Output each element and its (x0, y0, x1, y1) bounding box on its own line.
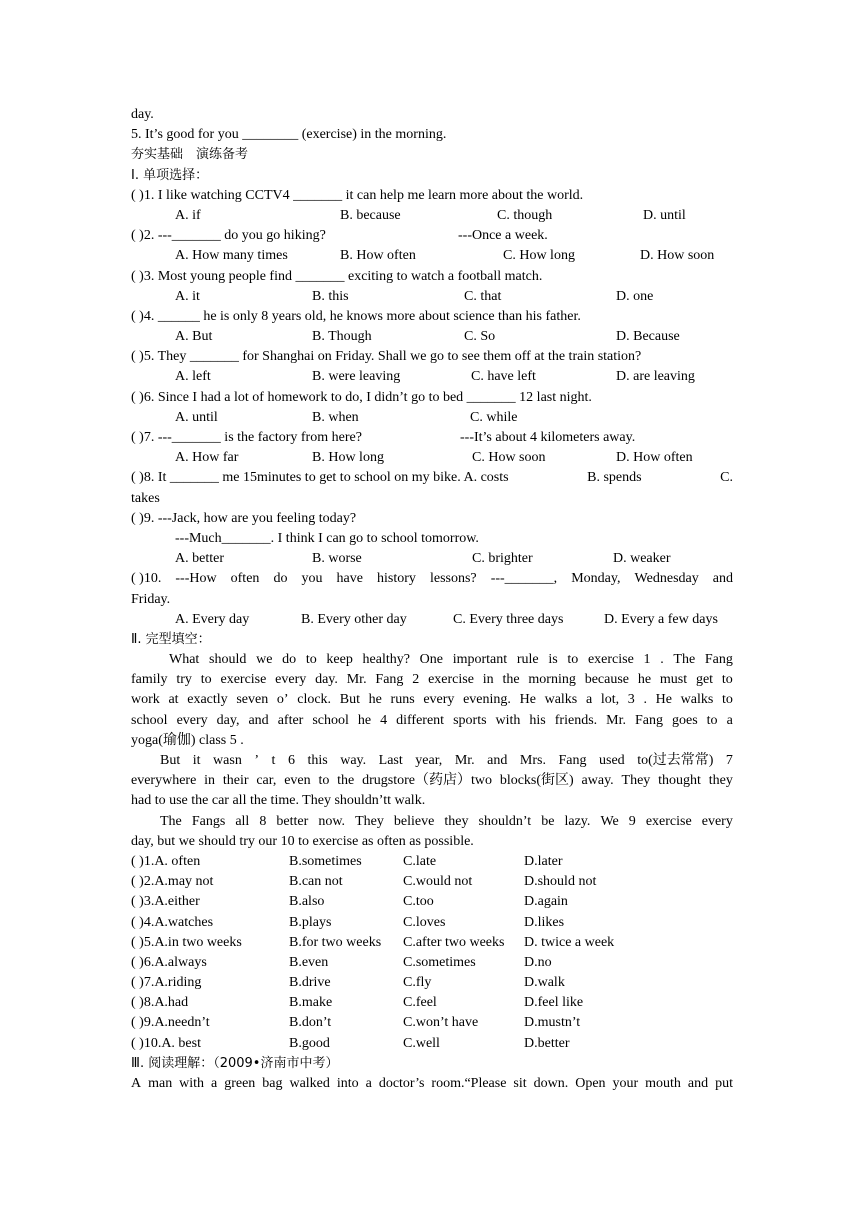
passage-line (131, 711, 733, 731)
option-c: C. Every three days (453, 611, 564, 627)
word: do (273, 571, 288, 587)
cloze-option-d: D.walk (524, 975, 565, 991)
word: a (726, 712, 733, 728)
option-c: C. (720, 470, 733, 486)
word: his (529, 712, 546, 728)
option-c: C. How long (503, 248, 575, 264)
word: But (339, 692, 360, 708)
option-d: D. How often (616, 450, 693, 466)
question-2-options (131, 246, 733, 266)
cloze-option-num: ( )1.A. often (131, 853, 201, 869)
word: friends. (554, 712, 598, 728)
cloze-option-row (131, 953, 733, 973)
passage-line (131, 690, 733, 710)
question-8-text: ( )8. It _______ me 15minutes to get to school on my bike. A. costs (131, 470, 509, 486)
cloze-option-num: ( )8.A.had (131, 995, 189, 1011)
question-4-options (131, 327, 733, 347)
option-b: B. Though (312, 329, 372, 345)
word: keep (326, 652, 353, 668)
cloze-option-row (131, 933, 733, 953)
word: to(过去常常) (637, 753, 714, 768)
word: 2 (412, 672, 420, 688)
word: mouth (645, 1076, 681, 1091)
word: the (337, 773, 355, 789)
word: lessons? (429, 571, 477, 587)
word: to (721, 692, 733, 708)
intro-line-1: day. (131, 107, 154, 122)
cloze-options-list (131, 852, 733, 1054)
word: Open (575, 1076, 606, 1091)
word: Last (378, 753, 403, 768)
word: every (176, 712, 208, 728)
cloze-option-c: C.late (403, 853, 437, 869)
word: Fang (635, 712, 663, 728)
word: day. (315, 672, 338, 688)
cloze-option-row (131, 1034, 733, 1054)
option-a: A. it (175, 288, 200, 304)
word: evening. (463, 692, 511, 708)
word: sports (453, 712, 487, 728)
part3-title: Ⅲ. 阅读理解：（2009•济南市中考） (131, 1055, 339, 1071)
option-b: B. worse (312, 551, 362, 567)
cloze-option-row (131, 892, 733, 912)
word: drugstore（药店）two (362, 773, 492, 789)
option-c: C. So (464, 329, 496, 345)
word: walks (544, 692, 578, 708)
word: a (585, 692, 593, 708)
word: into (336, 1076, 359, 1091)
question-7-options (131, 448, 733, 468)
word: lazy. (564, 813, 591, 829)
cloze-option-d: D.later (524, 853, 563, 869)
word: green (224, 1076, 256, 1091)
question-1-stem: ( )1. I like watching CCTV4 _______ it can help me learn more about the world. (131, 187, 584, 203)
cloze-option-b: B.can not (289, 874, 343, 890)
question-2-answer: ---Once a week. (458, 228, 548, 244)
cloze-option-row (131, 973, 733, 993)
cloze-option-b: B.for two weeks (289, 934, 382, 950)
word: in (482, 672, 494, 688)
option-a: A. better (175, 551, 224, 567)
cloze-option-b: B.even (289, 954, 329, 970)
word: away. (581, 773, 614, 789)
cloze-option-c: C.won’t have (403, 1015, 479, 1031)
word: exercise (220, 672, 267, 688)
word: He (655, 692, 672, 708)
word: The (673, 652, 696, 668)
cloze-option-d: D.better (524, 1035, 570, 1051)
cloze-option-row (131, 872, 733, 892)
option-b: B. How long (312, 450, 384, 466)
cloze-option-b: B.don’t (289, 1015, 332, 1031)
word: Fangs (191, 813, 226, 829)
cloze-option-num: ( )5.A.in two weeks (131, 934, 242, 950)
word: exercise (587, 652, 634, 668)
cloze-option-c: C.too (403, 894, 434, 910)
word: believe (393, 813, 435, 829)
question-9-stem-2: ---Much_______. I think I can go to school tomorrow. (175, 530, 479, 546)
option-d: D. Because (616, 329, 680, 345)
question-3-options (131, 287, 733, 307)
word: you (301, 571, 323, 587)
word: thought (658, 773, 701, 789)
word: They (621, 773, 651, 789)
cloze-option-num: ( )10.A. best (131, 1035, 201, 1051)
option-b: B. How often (340, 248, 416, 264)
cloze-option-num: ( )9.A.needn’t (131, 1015, 210, 1031)
word: walks (680, 692, 714, 708)
passage-line (131, 751, 733, 771)
word: have (336, 571, 363, 587)
word: different (396, 712, 445, 728)
option-d: D. Every a few days (604, 611, 718, 627)
word: 1 (643, 652, 651, 668)
cloze-option-c: C.well (403, 1035, 440, 1051)
question-9-stem: ( )9. ---Jack, how are you feeling today? (131, 510, 357, 526)
cloze-option-b: B.also (289, 894, 325, 910)
option-a: A. if (175, 207, 201, 223)
word: lot, (600, 692, 620, 708)
cloze-option-d: D.again (524, 894, 568, 910)
cloze-option-b: B.sometimes (289, 853, 362, 869)
cloze-option-row (131, 852, 733, 872)
word: down. (533, 1076, 569, 1091)
cloze-option-row (131, 913, 733, 933)
cloze-option-d: D. twice a week (524, 934, 615, 950)
option-c: C. while (470, 409, 518, 425)
word: we (256, 652, 273, 668)
question-5-options (131, 367, 733, 387)
question-4-stem: ( )4. ______ he is only 8 years old, he knows more about science than his father. (131, 308, 581, 324)
option-d: D. are leaving (616, 369, 695, 385)
question-1-options (131, 206, 733, 226)
word: Wednesday (634, 571, 699, 587)
word: their (222, 773, 249, 789)
option-a: A. But (175, 329, 213, 345)
word: he (368, 692, 382, 708)
word: Mr. (346, 672, 367, 688)
word: this (307, 753, 328, 768)
word: ’ (254, 753, 260, 768)
word: car, (256, 773, 277, 789)
option-b: B. when (312, 409, 359, 425)
option-a: A. until (175, 409, 218, 425)
word: and (248, 712, 269, 728)
word: year, (415, 753, 443, 768)
word: ( )10. (131, 571, 162, 587)
question-7-question: ( )7. ---_______ is the factory from here? (131, 430, 362, 445)
option-c: C. though (497, 207, 553, 223)
cloze-option-b: B.drive (289, 975, 331, 991)
word: ---How (175, 571, 217, 587)
option-a: A. How many times (175, 248, 288, 264)
cloze-option-b: B.plays (289, 914, 332, 930)
option-d: D. until (643, 207, 686, 223)
word: he (357, 712, 372, 728)
word: now. (318, 813, 346, 829)
question-2-stem (131, 226, 733, 246)
option-c: C. that (464, 288, 502, 304)
word: But (160, 753, 181, 768)
word: every (423, 692, 455, 708)
option-b: B. were leaving (312, 369, 401, 385)
option-c: C. How soon (472, 450, 546, 466)
option-a: A. left (175, 369, 211, 385)
word: better (276, 813, 309, 829)
cloze-option-c: C.feel (403, 995, 437, 1011)
word: because (584, 672, 629, 688)
question-10-stem (131, 569, 733, 589)
question-10-continued: Friday. (131, 591, 171, 607)
cloze-option-num: ( )2.A.may not (131, 874, 214, 890)
word: get (695, 672, 714, 688)
word: should (209, 652, 247, 668)
word: every (701, 813, 733, 829)
word: the (502, 672, 520, 688)
cloze-option-d: D.no (524, 954, 552, 970)
option-d: D. How soon (640, 248, 715, 264)
cloze-option-c: C.would not (403, 874, 473, 890)
intro-line-2: 5. It’s good for you ________ (exercise) in the morning. (131, 127, 447, 143)
word: try (176, 672, 192, 688)
word: . (643, 692, 647, 708)
word: work (131, 692, 160, 708)
word: family (131, 672, 168, 688)
question-2-question: ( )2. ---_______ do you go hiking? (131, 228, 326, 244)
word: Mr. (454, 753, 475, 768)
reading-first-line (131, 1074, 733, 1094)
word: important (452, 652, 508, 668)
word: to (567, 652, 579, 668)
word: to (721, 672, 733, 688)
word: Fang (375, 672, 404, 688)
option-b: B. because (340, 207, 401, 223)
word: They (355, 813, 384, 829)
word: to (200, 672, 212, 688)
word: . (660, 652, 664, 668)
word: a (365, 1076, 372, 1091)
word: to (318, 773, 330, 789)
word: Mrs. (519, 753, 546, 768)
word: all (235, 813, 250, 829)
word: everywhere (131, 773, 197, 789)
word: man (148, 1076, 173, 1091)
cloze-option-num: ( )7.A.riding (131, 975, 202, 991)
question-7-answer: ---It’s about 4 kilometers away. (460, 430, 636, 445)
cloze-option-b: B.good (289, 1035, 330, 1051)
option-a: A. How far (175, 450, 239, 466)
word: they (444, 813, 469, 829)
word: shouldn’t (478, 813, 532, 829)
cloze-option-d: D.should not (524, 874, 597, 890)
word: every (275, 672, 307, 688)
word: at (168, 692, 179, 708)
cloze-option-c: C.loves (403, 914, 446, 930)
word: do (282, 652, 297, 668)
word: rule (516, 652, 539, 668)
word: exercise (428, 672, 474, 688)
word: The (160, 813, 182, 829)
word: o’ (276, 692, 289, 708)
option-c: C. have left (471, 369, 536, 385)
part1-title: I. 单项选择： (131, 167, 209, 183)
word: day, (216, 712, 240, 728)
word: and (687, 1076, 709, 1091)
word: What (169, 652, 200, 668)
question-6-options (131, 408, 733, 428)
word: 6 (287, 753, 295, 768)
word: in (204, 773, 216, 789)
word: He (519, 692, 536, 708)
word: your (612, 1076, 639, 1091)
word: A (131, 1076, 142, 1091)
word: One (419, 652, 443, 668)
word: seven (236, 692, 269, 708)
word: morning (528, 672, 576, 688)
word: even (284, 773, 311, 789)
cloze-option-c: C.after two weeks (403, 934, 505, 950)
word: he (637, 672, 652, 688)
word: used (599, 753, 625, 768)
option-b: B. Every other day (301, 611, 407, 627)
word: history (377, 571, 416, 587)
word: clock. (297, 692, 332, 708)
word: blocks(街区) (499, 773, 574, 789)
passage-line: yoga(瑜伽) class 5 . (131, 732, 244, 748)
option-d: D. one (616, 288, 654, 304)
word: and (487, 753, 508, 768)
word: it (192, 753, 201, 768)
word: Fang (558, 753, 587, 768)
word: exactly (187, 692, 228, 708)
word: and (712, 571, 733, 587)
option-b: B. this (312, 288, 349, 304)
word: runs (390, 692, 415, 708)
passage-line (131, 771, 733, 791)
word: after (277, 712, 304, 728)
cloze-option-c: C.fly (403, 975, 432, 991)
passage-line (131, 812, 733, 832)
word: be (541, 813, 555, 829)
word: healthy? (362, 652, 410, 668)
word: sit (513, 1076, 527, 1091)
word: school (312, 712, 349, 728)
word: wasn (213, 753, 242, 768)
word: with (495, 712, 521, 728)
word: with (179, 1076, 205, 1091)
word: We (600, 813, 619, 829)
word: t (271, 753, 276, 768)
question-10-options (131, 610, 733, 630)
word: a (211, 1076, 218, 1091)
question-8-continued: takes (131, 490, 160, 506)
passage-line (131, 650, 733, 670)
word: Monday, (571, 571, 621, 587)
question-5-stem: ( )5. They _______ for Shanghai on Friday. Shall we go to see them off at the train station? (131, 349, 642, 365)
word: goes (672, 712, 698, 728)
cloze-option-d: D.likes (524, 914, 565, 930)
passage-line: day, but we should try our 10 to exercise as often as possible. (131, 833, 474, 849)
word: they (708, 773, 733, 789)
option-b: B. spends (587, 470, 642, 486)
word: way. (340, 753, 367, 768)
part2-title: Ⅱ. 完型填空： (131, 631, 211, 647)
word: must (659, 672, 688, 688)
question-9-options (131, 549, 733, 569)
question-8-stem (131, 468, 733, 488)
cloze-passage (131, 650, 733, 852)
cloze-option-row (131, 993, 733, 1013)
word: 4 (380, 712, 388, 728)
passage-line: had to use the car all the time. They shouldn’tt walk. (131, 793, 426, 809)
word: Fang (704, 652, 733, 668)
cloze-option-d: D.feel like (524, 995, 584, 1011)
word: is (548, 652, 558, 668)
word: school (131, 712, 168, 728)
word: 8 (259, 813, 267, 829)
word: doctor’s (378, 1076, 425, 1091)
word: walked (289, 1076, 330, 1091)
cloze-option-num: ( )3.A.either (131, 894, 200, 910)
option-d: D. weaker (613, 551, 671, 567)
word: exercise (645, 813, 692, 829)
word: to (706, 712, 718, 728)
question-3-stem: ( )3. Most young people find _______ exciting to watch a football match. (131, 268, 543, 284)
cloze-option-d: D.mustn’t (524, 1015, 581, 1031)
word: put (715, 1076, 733, 1091)
word: 3 (627, 692, 635, 708)
question-7-stem (131, 428, 733, 448)
word: bag (262, 1076, 283, 1091)
word: to (305, 652, 317, 668)
section-title: 夯实基础 演练备考 (131, 147, 249, 163)
word: often (230, 571, 260, 587)
cloze-option-row (131, 1013, 733, 1033)
word: ---_______, (490, 571, 558, 587)
word: 9 (628, 813, 636, 829)
passage-line (131, 670, 733, 690)
cloze-option-num: ( )4.A.watches (131, 914, 214, 930)
question-6-stem: ( )6. Since I had a lot of homework to do, I didn’t go to bed _______ 12 last night. (131, 389, 592, 405)
option-c: C. brighter (472, 551, 533, 567)
cloze-option-num: ( )6.A.always (131, 954, 207, 970)
cloze-option-b: B.make (289, 995, 333, 1011)
cloze-option-c: C.sometimes (403, 954, 476, 970)
word: 7 (725, 753, 733, 768)
option-a: A. Every day (175, 611, 250, 627)
word: Mr. (606, 712, 626, 728)
word: room.“Please (431, 1076, 507, 1091)
worksheet-page (131, 105, 733, 1094)
